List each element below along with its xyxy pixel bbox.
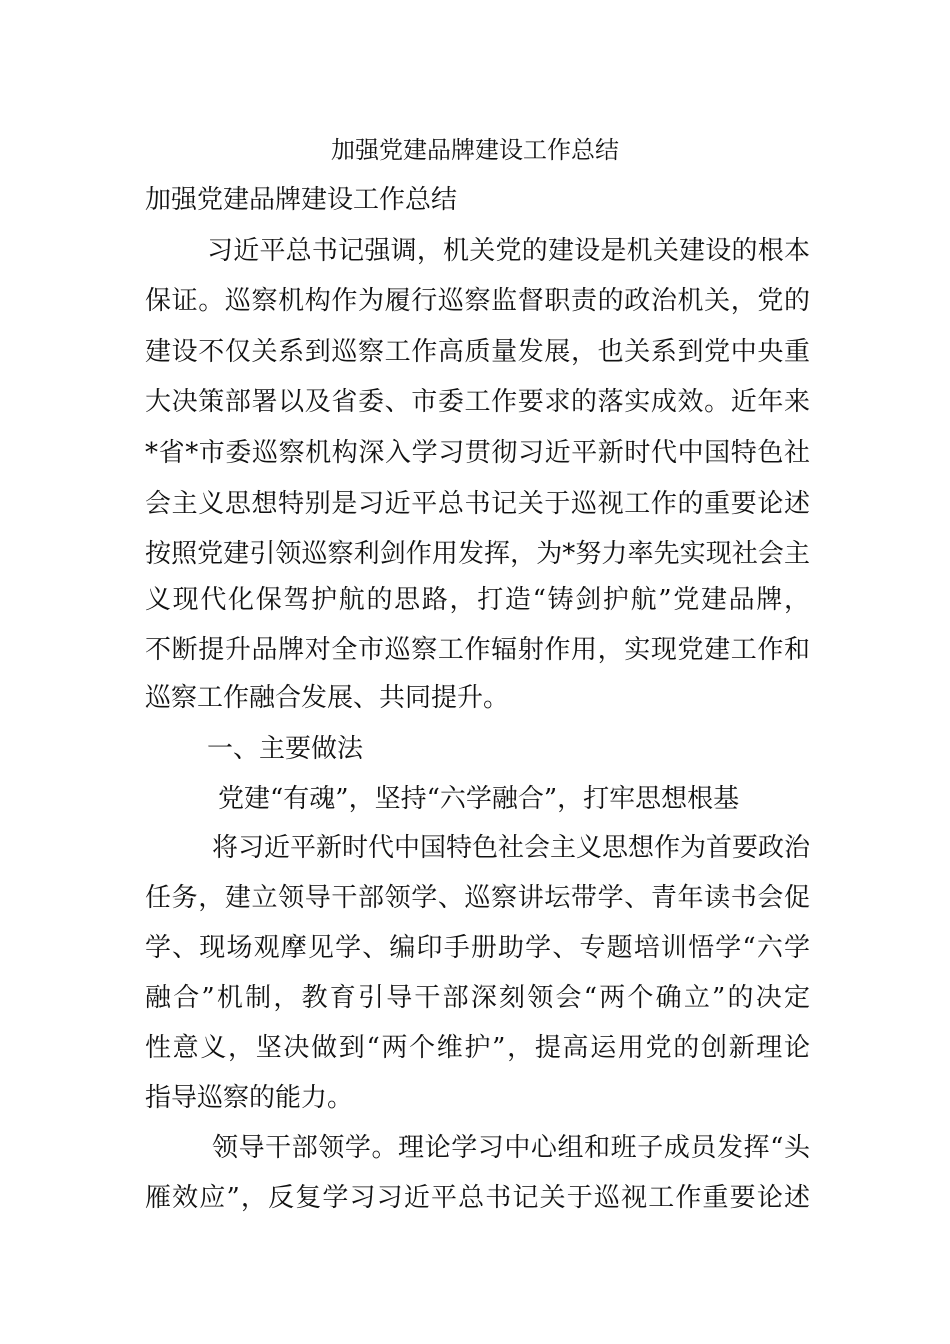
paragraph-line: 会主义思想特别是习近平总书记关于巡视工作的重要论述 — [145, 489, 810, 519]
paragraph-line: 领导干部领学。理论学习中心组和班子成员发挥“头 — [212, 1133, 810, 1163]
paragraph-line: 建设不仅关系到巡察工作高质量发展，也关系到党中央重 — [145, 337, 810, 367]
paragraph-line: 将习近平新时代中国特色社会主义思想作为首要政治 — [212, 833, 811, 863]
paragraph-line: 大决策部署以及省委、市委工作要求的落实成效。近年来 — [145, 387, 810, 417]
paragraph-line: 习近平总书记强调，机关党的建设是机关建设的根本 — [207, 236, 810, 266]
paragraph-line: 雁效应”，反复学习习近平总书记关于巡视工作重要论述 — [145, 1183, 810, 1213]
paragraph-line: 学、现场观摩见学、编印手册助学、专题培训悟学“六学 — [145, 933, 810, 963]
paragraph-line: 融合”机制，教育引导干部深刻领会“两个确立”的决定 — [145, 983, 810, 1013]
paragraph-line: 义现代化保驾护航的思路，打造“铸剑护航”党建品牌， — [145, 585, 810, 615]
paragraph-line: 指导巡察的能力。 — [145, 1083, 354, 1113]
paragraph-line: 性意义，坚决做到“两个维护”，提高运用党的创新理论 — [145, 1033, 810, 1063]
subsection-heading: 党建“有魂”，坚持“六学融合”，打牢思想根基 — [218, 784, 740, 814]
paragraph-line: *省*市委巡察机构深入学习贯彻习近平新时代中国特色社 — [145, 438, 810, 468]
paragraph-line: 按照党建引领巡察利剑作用发挥，为*努力率先实现社会主 — [145, 539, 810, 569]
document-title: 加强党建品牌建设工作总结 — [331, 136, 619, 164]
paragraph-line: 保证。巡察机构作为履行巡察监督职责的政治机关，党的 — [145, 286, 810, 316]
subtitle-line: 加强党建品牌建设工作总结 — [145, 185, 458, 215]
section-heading: 一、主要做法 — [207, 734, 364, 764]
paragraph-line: 巡察工作融合发展、共同提升。 — [145, 683, 510, 713]
paragraph-line: 任务，建立领导干部领学、巡察讲坛带学、青年读书会促 — [145, 883, 810, 913]
paragraph-line: 不断提升品牌对全市巡察工作辐射作用，实现党建工作和 — [145, 635, 810, 665]
